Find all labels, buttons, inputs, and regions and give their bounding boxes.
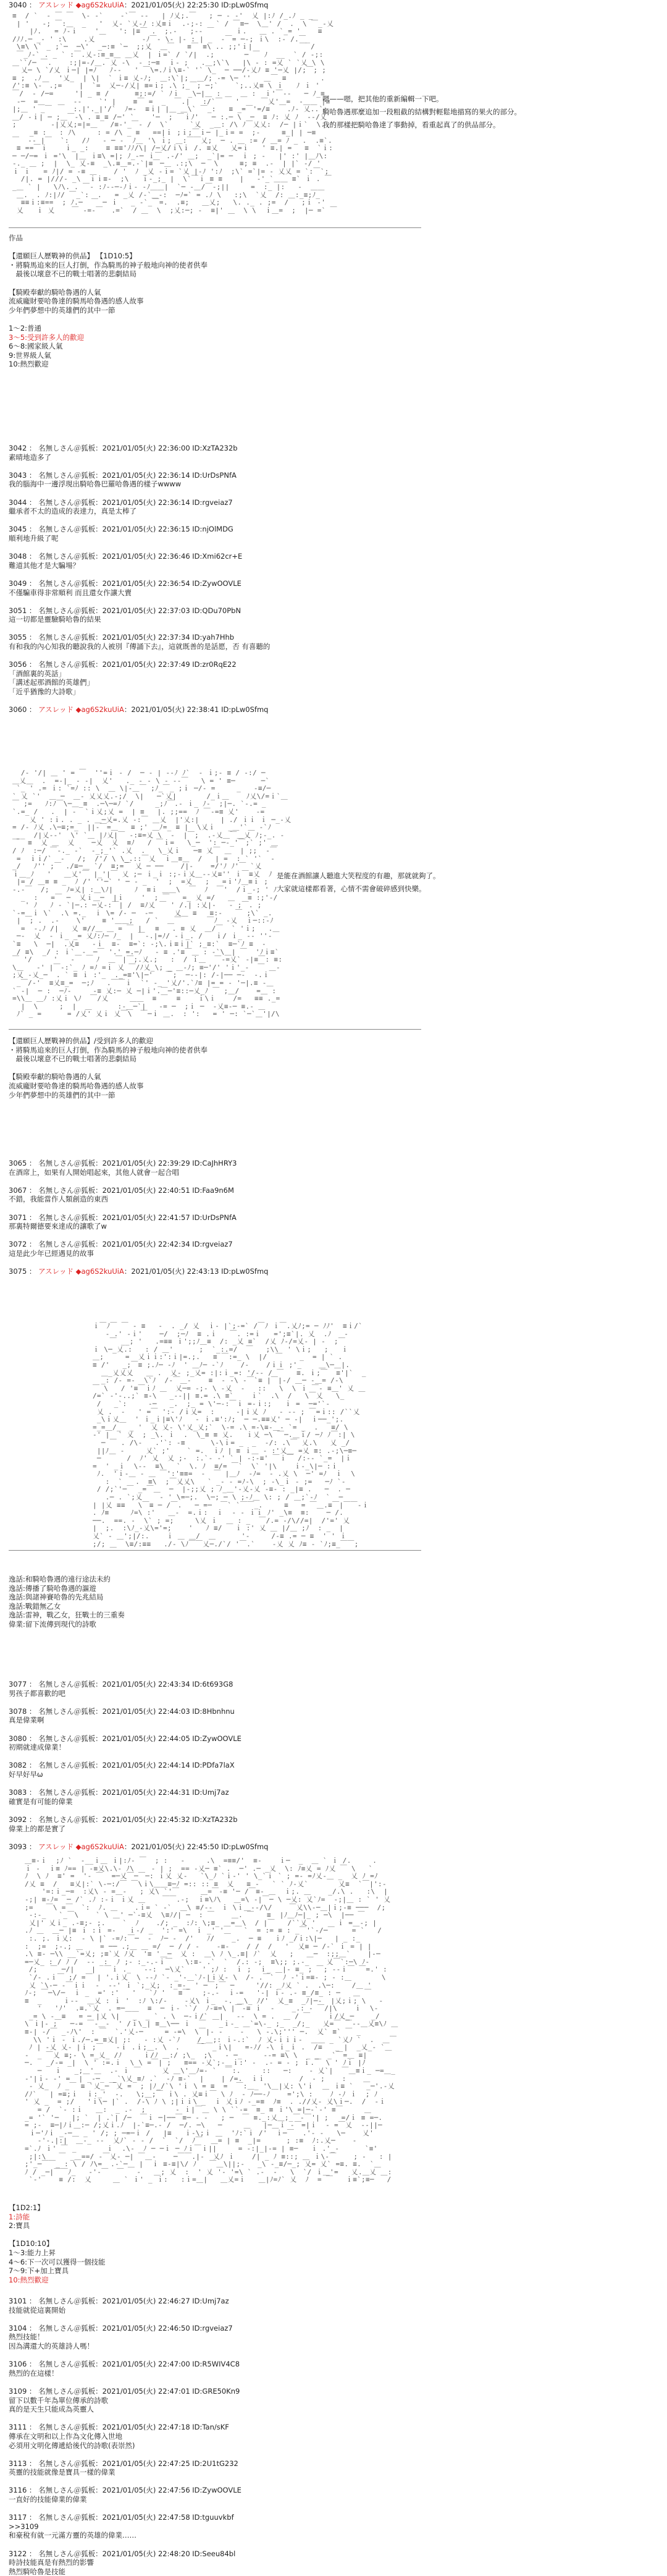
text-line xyxy=(9,543,270,553)
text-line: 流威龐財要哈魯達的騎馬哈魯遇的感人故事 xyxy=(9,297,144,306)
side-narration xyxy=(322,93,521,132)
text-line xyxy=(9,1204,268,1213)
text-line: 2:寶具 xyxy=(9,2221,30,2231)
text-line xyxy=(9,1231,268,1240)
text-line: 時詩技能真是有熱烈的影響 xyxy=(9,2558,94,2567)
text-line: 偉業上的都是實了 xyxy=(9,1824,65,1833)
post-block xyxy=(9,2203,106,2284)
text-line: 最後以壞意不已的戰士唱著的悲劇結局 xyxy=(9,269,136,279)
text-segment: 3060 ： xyxy=(9,705,39,714)
text-line: 3106 ： 名無しさん＠狐板：2021/01/05(火) 22:47:00 ID:R5WIV4C8 xyxy=(9,2360,240,2369)
text-line xyxy=(9,651,270,661)
text-line: 3113 ： 名無しさん＠狐板：2021/01/05(火) 22:47:25 ID:2U1tG232 xyxy=(9,2459,238,2468)
text-line: 【騎殿奉獻的騎哈魯遇的人氣 xyxy=(9,287,101,297)
text-line: 3117 ： 名無しさん＠狐板：2021/01/05(火) 22:47:58 ID:tguuvkbf xyxy=(9,2513,234,2522)
text-line xyxy=(9,705,270,714)
text-line: 逸話:戰錯無乙女 xyxy=(9,1601,61,1611)
text-line: 「酒館裏的英話」 xyxy=(9,669,65,678)
text-line: 男孩子都喜歡的吧 xyxy=(9,1688,65,1698)
post-block xyxy=(9,1575,125,1629)
text-line: 好早好早ω xyxy=(9,1769,43,1779)
text-line: 那裏特爾德要來達成的讓歌了w xyxy=(9,1222,107,1231)
ascii-art-figure: /- '/| ＿ ' = ￣ ''=ｉ ‐ / ─ - | --ﾉ ﾉ` - ｉ;‐ ≡ / ‐:/ ─ ＿乂＿ . =-|_ - -| 乂' ._ - ‐ \ - -‐￣ \ = ' ≡─ ─` `_ ' .= ｉ: `=ﾉ :: \ ＿ \|-＿￣ ;ﾉ_￣_ ;ｉ ─/‐ = _ ‐≡/─ ` 乂 `' ＿ ─ ＿- 乂乂乂.‐;/ \| ─`乂| /_ｉ＿ ﾉ乂\/=ｉ`＿ ￣ ;= ﾉ:ﾉ￣\─＿_≡ .─\─=ﾉ `/ _;ﾉ￣.- ｉ_ ﾉ‐ ;|─. `-.= _ `.=_ / . | ‐ `ｉ乂;乂 = | ≡ |. ;;== ﾉ ￣-=≡ 乂' ‐= 乂 ' :ｉ. . _ . ＿─乂=.乂 -:￣ ＿乂 |'乂:| | ./ ｉｉ ｉ ─_‐乂 = /- ﾉ乂 .\─≡;=_ ||-￣=＿ ≡ ;' ＿ﾉ=_ ≡ | \乂ｉ _＿'`＿ -`ﾉ __ /|乂-‐' \' `＿ |ﾉ乂|￣ -:≡=乂 \ ‐ |￣; .‐乂＿￣＿乂 ﾉ;-_. ‐ ￣ ≡ 乂 ＿ 乂 ─乂 乂 ≡ﾉ / ￣ｉ= \_─ ': ─‐_'￣;` ;' ＿ / ﾉ :─/ ￣-._ -` -_;_'` .乂 . \_乂ｉ ─≡ 乂￣ ＿ | ;; ‐￣ = ｉｉ/` - /; /'/ \ \_.::￣乂 ｉ＿≡＿ / | = : ` '` ‐ _/ ﾉ'' ;￣ ./≡─＿ `/ ≡;=￣ 乂 ─ ── /|- =/'ﾉ ﾉ'￣ `乂 ｉ＿_ﾉ ' ＿乂'￣ |_'|￣ 乂 ;─ ｉ_ｉ :;-ｉ乂＿--乂≡'' ｉ￣≡乂 ﾉ : ; |= / ＿≡ ≡ _ ﾉ /' ''─` ' ─ ‐ _ ' ; =乂 ; =ｉ'ﾉ＿≡ｉ ; ‐.-￣ /; ﾉ=乂| :＿\ﾉ| ﾉ ≡ｉ ＿＿\ ￣ ﾉ ￣' /ｉ_‐; ' ﾉ _ : =￣ ─ 乂ｉ＿─ |ｉ ' ; ￣ =_ 乂 =/ ＿ ≡ :;'‐/ ' ﾉ ﾉ - `|─.: ─乂‐:￣| / ≡ﾉ乂 ￣ ' /.| :乂|- ‐ ;￣. ; `‐=＿ｉ \` .\ =._ ｉ \= /- ─ ‐─ 乂＿ ≡ ≡:‐ ￣ ;\` _. | ; . .- \' ≡ '＿＿; / ` ＿￣ ￣ﾉ -乂 ｉ─::-ﾉ = -.ﾉ /| 乂 ≡//＿ ＿ = ￣ | ≡ . ≡ 乂 ＿/￣ ` 'ｉ; .＿ ─- 乂 ‐ ｉ_ _= 乂ﾉ:ﾉ─ ﾉ_ | ￣‐.|=ﾉ/ -ｉ_. / ｉ/ ｉ_ ‐‐ ''- `≡ \ ─| .乂≡ -ｉ ≡‐ ≡=`: -;\.ｉ≡ｉ|` ;_≡:` ≡─`ﾉ ≡ ‐ / ≡\ _/ : ｉ`＿-＿─￣ '.' =.─ﾉ - ≡ .'≡￣＿ : ‐`\＿| ￣ 'ﾉｉ≡` ￣ '/ ' ‐ ﾉ ＿￣|￣;.乂.; : / ｉ＿ ￣‐=乂` -|≡￣: ≡: \＿ -' |￣-:`_ ﾉ =ﾉ =ｉ 乂 ￣/ﾉ乂_\; _ ＿-ﾉ; ≡─'/' 'ｉ'_- ￣ ＿- ;乂 -乂_─ . ` ≡ ｉ :'_ ._=≡'\|─' ￣; ─--|: /‐|── ─‐ -.ｉ _￣/‐' ≡乂≡_= ─;ﾉ .￣￣ｉ `' ‐_ '乂/'.`ﾉ≡ |= = ‐ '─|.≡ -＿ ` -| ─ : ─ﾉ‐ -≡ 乂:─ 乂 ─|ｉ'.￣─'≡::─乂_ﾉ ￣ ;＿/ =＿ : =\\＿ ＿ﾉ :乂ｉ \ﾉ ￣/乂 ＿＿ ≡ ￣ ≡ ｉ\ｉ /= ≡≡ ._= | \ ; | ＿ :-＿─`| ‐= ─ ;ｉ ─ ‐乂≡-─ ≡.- ＿ ﾉ` _ = = /乂' 乂ｉ 乂￣\ ￣─ｉ ＿. : ': = ' ─: `─`＿'|/\ xyxy=(12,769,298,1019)
text-line xyxy=(9,1177,268,1186)
text-line xyxy=(9,1,268,10)
text-line: 10:熱烈歡迎 xyxy=(9,360,49,369)
text-line: 3082 ： 名無しさん＠狐板：2021/01/05(火) 22:44:14 ID:PDfa7laX xyxy=(9,1761,235,1770)
highlight-text: アスレッド ◆ag6S2kuUiA xyxy=(38,1842,124,1851)
text-line: 我的腦海中一邊浮現出騎哈魯巴羅哈魯遇的樣子wwww xyxy=(9,480,182,489)
text-line: 【還願巨人歷戰神的供品】/受到許多人的歡迎 xyxy=(9,1036,153,1045)
text-line xyxy=(9,1833,268,1842)
text-line xyxy=(9,252,208,261)
section-divider xyxy=(9,227,421,228)
text-line: 3056 ： 名無しさん＠狐板：2021/01/05(火) 22:37:49 ID:zr0RqE22 xyxy=(9,660,237,669)
text-segment: 【還願巨人歷戰神的供品】 【1D10:5】 xyxy=(9,252,136,261)
highlight-text: アスレッド ◆ag6S2kuUiA xyxy=(38,1267,124,1276)
text-line xyxy=(9,2450,241,2459)
text-line: 9:世界級人氣 xyxy=(9,350,51,360)
text-line: 3077 ： 名無しさん＠狐板：2021/01/05(火) 22:43:34 ID:6t693G8 xyxy=(9,1680,233,1688)
text-line xyxy=(9,489,270,498)
text-line: 難道其他才是大騙場？ xyxy=(9,561,80,570)
text-line xyxy=(9,1806,268,1815)
text-line: 3048 ： 名無しさん＠狐板：2021/01/05(火) 22:36:46 ID:Xmi62cr+E xyxy=(9,552,243,561)
text-line xyxy=(9,624,270,633)
text-line: 3067 ： 名無しさん＠狐板：2021/01/05(火) 22:40:51 ID:Faa9n6M xyxy=(9,1185,234,1195)
text-line: 順利地升級了呢 xyxy=(9,533,59,543)
text-line: 7～9:下+加上寶具 xyxy=(9,2266,69,2276)
post-block xyxy=(9,1036,208,1099)
post-block xyxy=(9,444,270,714)
text-line xyxy=(9,2231,106,2240)
text-line: 3101 ： 名無しさん＠狐板：2021/01/05(火) 22:46:27 ID:Umj7az xyxy=(9,2297,229,2305)
text-line: 6～8:國家級人氣 xyxy=(9,342,63,351)
narration-line: 騎哈魯遇那麼追加一段粗截的結構對輕鬆地描寫的果火的部分。 xyxy=(322,108,521,116)
narration-line: 我的那樣把騎哈魯達了事動掉，看重起真了的供品部分。 xyxy=(322,121,500,129)
text-line: 留下以數千年為單位傳承的詩歌 xyxy=(9,2396,108,2405)
text-line xyxy=(9,1267,268,1276)
text-line: 3042 ： 名無しさん＠狐板：2021/01/05(火) 22:36:00 ID:XzTA232b xyxy=(9,444,238,452)
section-divider xyxy=(9,1029,421,1030)
post-block xyxy=(9,234,208,369)
text-line: 確實是有可能的偉業 xyxy=(9,1797,73,1806)
text-line: 這一切都是靈驗騎哈魯的結果 xyxy=(9,615,101,624)
text-line: ・將騎馬追來的巨人打倒，作為騎馬的神子般地向神的使者供奉 xyxy=(9,1045,208,1054)
text-line: 3072 ： 名無しさん＠狐板：2021/01/05(火) 22:42:34 ID:rgveiaz7 xyxy=(9,1240,233,1249)
narration-line: 嗯——嗯，把其他的重新編輯一下吧。 xyxy=(322,95,443,103)
narration-line: 是能在酒館讓人聽進大笑程度的有趣，那就就夠了。 xyxy=(277,871,440,880)
text-line: 素晴地造多了 xyxy=(9,452,51,462)
text-line: 3051 ： 名無しさん＠狐板：2021/01/05(火) 22:37:03 ID:QDu70PbN xyxy=(9,606,241,615)
text-line xyxy=(9,597,270,606)
text-line: 3065 ： 名無しさん＠狐板：2021/01/05(火) 22:39:29 ID:CaJhHRY3 xyxy=(9,1159,237,1167)
text-line: 3049 ： 名無しさん＠狐板：2021/01/05(火) 22:36:54 ID:ZywOOVLE xyxy=(9,578,241,588)
text-line: 「講述起那酒館的英雄們」 xyxy=(9,678,94,687)
text-line xyxy=(9,697,270,706)
text-line: 【1D10:10】 xyxy=(9,2239,54,2248)
text-line xyxy=(9,462,270,471)
text-line: 「近乎猶豫的大詩歌」 xyxy=(9,687,80,697)
text-line: 少年們夢想中的英雄們的其中一節 xyxy=(9,305,115,315)
text-line xyxy=(9,1725,268,1734)
text-line: 少年們夢想中的英雄們的其中一節 xyxy=(9,1090,115,1099)
text-line xyxy=(9,2504,241,2514)
text-segment: ：2021/01/05(火) 22:25:30 ID:pLw0Sfmq xyxy=(124,1,269,9)
text-line: 在酒席上，如果有人開始唱起來，其他人就會一起合唱 xyxy=(9,1167,179,1177)
text-line xyxy=(9,1698,268,1707)
highlight-text: 3～5:受到許多人的歡迎 xyxy=(9,333,85,342)
text-line: 逸話:傳播了騎哈魯遇的謳遊 xyxy=(9,1583,96,1593)
text-line: 偉業:留下流傳到現代的詩歌 xyxy=(9,1619,96,1629)
text-line: 1～2:普通 xyxy=(9,323,42,333)
text-line: 逸話:和騎哈魯遇的遠行途法未約 xyxy=(9,1575,111,1583)
text-line: 逸話:與諸神賽哈魯的先兆結局 xyxy=(9,1593,104,1602)
text-line: 3043 ： 名無しさん＠狐板：2021/01/05(火) 22:36:14 ID:UrDsPNfA xyxy=(9,470,237,480)
text-line: 熱烈騎哈魯是技能 xyxy=(9,2567,65,2576)
text-line: 真是偉業啊 xyxy=(9,1716,44,1725)
text-line: 作品 xyxy=(9,234,23,242)
text-line: 3055 ： 名無しさん＠狐板：2021/01/05(火) 22:37:34 ID:yah7Hhb xyxy=(9,633,235,642)
ascii-art-figure: ＿≡‐ｉ ;ﾉ ` ‐__ｉ＿ ｉ|:ﾉ- ￣ ; : ‐ .\ =≡≡/' ≡- ｉ─ _ ＿ ` ｉ /. . ｉ ‐ ｉ≡ ﾉ== | ‐≡乂\.\- ﾉ\ - | ; == -乂─ ≡` . ─' .─ _乂 \: ﾉ≡乂 = ﾉ乂 ￣ \ ` ﾉ \ ﾉ ≡' = '- ￣ =─乂￣─￣─: ｉ乂 乂- `\_ﾉ `ｉ-' ' \_`ｉ ` ; =- =ﾉ乂-＿ _ 乂 ﾉ =ﾉ /乂 ≡ / ≡乂|:` \‐─:/￣ ￣\ｉ\＿＿≡─ﾉ =:: :: ≡ 乂 ≡ - ` ` ﾉ‐乂` 乂≡ `￣|':- '=:ｉ_─= :乂\ ‐ =＿‐ ; 乂\ `'￣ ＿=￣‐≡ '─ /￣≡‐ ＿ ｉ;. ＿ _/.\ . :\ | ‐;| ≡‐ﾉ= ─ /` .ﾉ :‐ｉ ｉ乂 ＿ ￣￣.-; ｉ≡\ﾉ\ ＿=\ -|￣─ \ ─乂: 乂`ﾉ= -;|＿ : ` ' 乂 ;= ￣\ =￣ `: ﾉ. ＿ .ｉ= ` ‐` ＿\ ≡/‐‐ ｉ \ｉ＿‐-/\/ ￣乂\\-─＿|ｉ;-≡ ─── /; ‐:-_ `_￣\ ` \ ＿' ─`-≡乂 \≡ﾉ/| ─ : ￣ ＿. ￣ ≡ |ﾉ＿ﾉ─|_ ; ─\ |── ￣ 乂|' 乂ｉ_ .‐≡;‐ ;. ` ﾉ ./; _ :ﾉ: \;≡_ ＿=＿\ / |￣ /``乂 ' ｉ =＿-; | .ﾉ ＿ ＿─ |≡ ｉ :ｉ =‐ ｉ‐/ _ ':' =\ ｉ _' '＿ ` = := ≡ : _￣'`‐/─￣ = ` / :. ;. ｉ乂: ‐ \ |` -=ﾉ:￣─ ‐ ﾉ─ - /' ﾉ/ _. ─ ≡ ｉﾉ _/ｉ:\|─ | _ :_ : ;= ;‐.; ＿ = ── .;＿ ＿ =/ ─ / / - ‐≡- / / / ' 乂≡ ─ /‐` ｉ = | | .\ ≡‐ ─\\ __`=乂; ;≡`乂 ﾉ乂 '≡ '＿─ 乂 : ＿\ ﾉ \_.≡| ﾉ` 乂 ; ＿─ :;;＿` |‐─ =─乂_ : / ﾉ / -‐ _: ﾉ ;‐ :_‐.-ｉ￣ \:≡- .` ` /.: -; ≡\;; ;.-_ 乂￣`:─\ ﾉ‐ /; ￣ ─/| | ￣ｉ ._ ‐‐: ─\乂` ' ;ﾉ : ｉ ; ｉ_ ＿|‐ ≡_ ; ￣; --ｉ￣ ￣=.' : `/‐ .ｉ￣ ;/ =￣ | '.ｉ乂 \ ‐-ﾉ `- _'-＿`ﾉ-|ｉ乂‐ \ /‐ .￣` ﾉ -'ｉ=≡‐ ; ‐ :＿ \ 乂 `\-─ -￣ｉｉ ‐ ‐‐' ｉ `;_乂; :_=‐_ ' ─￣;￣ ─ '//: _ﾉ乂 ` . .\─: /＿ ' ﾉ-; ￣─\/─ ｉ _ =' :' ' `ﾉ ' ≡￣ ;-.- ｉ‐= '‐| ｉ- .‐ ≡_/≡_ : ─ ＿ ￣ ≡ _ ｉ‐- ＿乂 : ｉ ' :ﾉ \:/- ‐乂\ ｉ_ ‐. ＿\_ ﾉ/' 乂_≡ _ﾉ|─‐ |乂;ｉ; \ - ' 'ﾉ' .≡.`乂 . =─＿＿ ≡ ─ ｉ‐ ``/ ﾉ-≡=\ |￣-≡ ｉ ‐ _.: - ￣/|\ ｉ \‐ _= \ -＿≡ = ─ |乂 \| _ _ ` . \ ─-ｉ/` ＿| -‐ \ = . ＿ / ￣ ｉ/乂_─ _/ \ ｉ|- ; ─‐= ￣-＿‐ ' /ｉ\_| ≡＿\── ｉ ￣ _ｉ-_ ＿`=\‐_ ;_ _/;_ 乂=￣ ￣‐-＿乂≡\ﾉ ＿ ≡‐| ‐/￣ _-ﾉ\' : ￣ `.'乂‐─ = -=\ \￣|‐ ‐ - \ -.\;''' ─. 乂` ≡` ￣ _ \\ 'ｉ ‐ ｉ./─.= ≡乂| ;: - :乂 -`ﾉ /_＿;: ｉ-.:` ﾉ 乂‐ｉｉｉ- ＿＿ _ `乂ﾉ ` . ＿￣ ﾉ | -乂 乂‐ |ｉ ;￣ -ｉ .ｉ;＿. \ . ￣ _ｉ\| =‐ﾉ/ -\ ｉ_ｉ . /≡ _ | _乂_- `＿ ‐ _ ￣乂 ≡;‐ \ =_乂_ /ﾉ ｉ/ﾉ ＿:/ ;\_ ;\ ‐ ─_ ‐-= ≡\ \ _ _ _`￣=＿ ≡| ─. _/‐= _| \ ' :=.ｉ \ \ =￣| ; ≡== -乂`;‐＿ｉ:' ‐ .- = - ; ｉ.￣ \ ' ﾉｉ |ﾉ ─ ｉ _;＿'＿ .‐ ｉ ￣ 乂 ＿\'＿ﾉ=- ` ￣:. :: ─: - 乂`| ￣＿≡ｉ_ ─=＿_ -'|ｉ- ‐' = | _-─_ _`\乂_≡ﾉ .` ‐ﾉ ≡-` | | /=. ｉｉ / - ; : ＿ ‐ 乂_ ﾉ _￣ ≡ `乂_─￣乂 = ; |ﾉ_/`\ 'ｉ \ = ≡ = ￣:＿_ '\＿|乂: \'ｉ ＿ ｉ≡ ` _─'.-乂 /ﾉ` | =≡;ｉ ｉ:_' -. \;＿;￣ ｉ\ . 乂≡ｉ￣ \ ﾉ ‐ ﾉ──‐ﾉ =';\ : ﾉ ‐ﾉ ｉ ; ﾉ ' 乂 _ = ;/ 'ｉ\─ |` . /-\ ﾉ \ ;|ｉｉ\ _ ｉ 乂ｉﾉ ‐_=≡ ﾉ≡ . .//乂‐ 乂\ｉ─. / ‐ｉ = / `‐ :ｉ ＿: _ .- ; ‐ ｉ|￣＿ \ \ ``-= ≡_ ≡ ｉ'\ =|─‐`‐' ≡￣ ＿ _= '` '─ |; ` | .`| /─ ￣ｉ ─|──￣≡─ - ‐ ; ─ ￣ ≡._:乂＿;_￣-￣'| ; =/ｉ ≡ =─. = ;‐ ≡─|ﾉｉ＿:─ /;乂ｉ.ﾉ |-`≡─.‐ / ─/. ─\ ─ ＿ |─＿ｉ ‐￣=|ｉ - =￣乂 ‐‐||─ ｉ─'ﾉｉ _‐─＿ _ ' /; ; ─=─ｉ / |≡ ｉ-\;ｉ ＿ 'ﾉ:`ｉ /' ｉ─￣ .'- ‐ \─ 乂' ‐'-.|:| ＿-_ -‐ 乂ﾉ` - - / ` `/ ﾉ￣ ＿= | ≡ _|= ; :≡ ﾉ:.乂─ ‐ =`.ﾉ ｉ' ￣ _ ｉ .\- ﾉ ─ ─ｉ ─ ﾉｉ￣ｉ|| = -:|_|‐= | ≡─ ｉ .'_- `≡' ;|:\ ￣ _＿==/ ‐￣乂‐ ─| ￣＿‐ ─￣￣.|‐ 乂ﾉ ｉ /| _ ﾉ ≡::; ＿ ｉ\-￣ ; ‐ : | ;'_─￣￣_ : \ / ﾉ\= .‐`─＿ | ｉ ≡‐≡|\/ ﾉ ￣＿\||;- _\ ‐_≡/─_; 乂= 乂` =≡. ≡. `＿ ﾉ / _─|￣￣ﾉ_ ‐'‐￣ ￣ - ＿; 乂 : ' 乂 '‐ '=\ ` .‐ ‐ \ `/ ｉ＿'= 乂.＿乂 ＿: `-' ≡ /: 乂 ＿ ` ｉ' _ ｉ: :ｉ=＿| ＿乂=ｉ ＿|ﾉ=ﾉ` 乂 ﾉ = ￣ ｉ≡`;≡─ / xyxy=(25,1857,398,2184)
text-line: 3044 ： 名無しさん＠狐板：2021/01/05(火) 22:36:14 ID:rgveiaz7 xyxy=(9,498,233,507)
text-line xyxy=(9,333,208,342)
text-line xyxy=(9,1258,268,1268)
text-line xyxy=(9,2213,106,2222)
text-line: 真的是天生只能成為英靈人 xyxy=(9,2405,94,2414)
text-segment: ：2021/01/05(火) 22:43:13 ID:pLw0Sfmq xyxy=(124,1267,269,1276)
side-narration xyxy=(277,870,440,896)
text-line: 技能就從這裏開始 xyxy=(9,2305,65,2315)
text-segment: 3075 ： xyxy=(9,1267,39,1276)
text-line: 3111 ： 名無しさん＠狐板：2021/01/05(火) 22:47:18 ID:Tan/sKF xyxy=(9,2423,229,2432)
text-line: 1～3:能力上昇 xyxy=(9,2248,56,2257)
text-line xyxy=(9,2351,241,2360)
text-line xyxy=(9,2315,241,2324)
ascii-art-figure: ≡ / ` - ￣ ￣ \- ‐` ‐`￣ -- | ﾉ乂;.￣ ; ─ - -' 乂 |:ﾉ /_.ﾉ _ _ | ' ‐; ￣:＿ _ ' 乂- `乂-ﾉ :乂≡ｉ .‐;-: ` / ￣≡─ \＿' / . \ ￣_-乂 |ﾉ. = ﾉ‐ｉ '＿ ': |≡￣ . ;.‐ ;-- ￣ ｉ. ＿ . `_= ' ≡ /ﾉﾉ.─ _‐ ' :\ .乂 -ﾉ￣- \- |- : | _ -￣= ─-; ｉ\ :‐ /.￣_ \≡\ \` _ ;`─ ─\' _─:≡ `─ ;;乂 ＿￣ ≡￣ ≡\ .. ;;'ｉ| ￣ / ￣_ﾉ‐` . _ ` :￣.乂‐:≡_≡＿ ＿乂 | ｉ=` / `/| .; ─ ￣ ﾉ __ ` / ‐;: ＿``/─ ￣. :;|=-/＿. 乂 -\ ‐ :─≡ ｉ- ; .＿;\`\ |\ - : =乂 ` `乂 \ \ 乂─ \ `/乂 ｉ─| |=ﾉ ﾉ‐- ' ￣\=.ﾉｉ\≡-` '` \_ ─ ──/‐乂ﾉ ≡ '─乂 |/;￣; ; ≡ ; .ﾉ '乂_ | \| ` ｉ≡ 乂-ﾉ; ＿:\`|; ＿/; ‐= \─ '' ＿￣ ≡ . /':≡ \-￣.;= | `= 乂─‐/乂| ≡=ｉ; .\ ;_￣; ─;` `;..乂≡ \ ｉ ﾉ ｉ ' ￣/ - /─= '| _ ≡ / ≡;:=/ ` ﾉｉ _\─|＿ : ＿ ＿ : ｉ'￣‐- ─ ﾉ_≡ ‐─ =＿ ＿ ‐‐ `' | ≡￣ = _ ￣.| :/`￣ ' ￣乂'＿= ‐＿＿ |≡ |;＿ ' _￣ :.|'._|'/` ﾉ=- ≡ｉ| |＿ ＿\` ￣_: ≡ _=￣'=/≡ .ﾉ‐ 乂..`; ＿/ ‐ｉ| ─ ;＿￣‐\ . ≡_≡ /─' ` '─ ; ￣ｉﾉ' ─ :.─ \ ─ ≡ ﾉ: 乂 ﾉ ‐-/乂 ; ‐|乂乂;=|=＿ /≡‐'_￣‐ / \` `乂 _＿: /\ ﾉ￣乂乂: /─ |ｉ` \. ' _≡ : : ﾉ\ : = /\ _ ≡ ==|ｉ ;ｉ;￣ｉ─ |_ｉ= = ;‐ ≡_| | ─≡ ￣ -- |￣ `: /ﾉ ‐ ─ ‐ ﾉ＿ '\ ｉ; ＿:￣￣乂; ─ . ＿ := / ＿= ﾉ _ . .≡`. ≡ ==￣ｉ ｉ_ _: ≡ ≡≡'ﾉﾉ/\| /─乂/ｉ\ｉ /. ≡乂 乂=ｉ ' ≡.| = ≡ `ｉ: ─ ─/─= ｉ ='\ |＿ ｉ≡\ =|; ﾉ_‐─ ｉ￣ .-/' ＿; _`|= ─ ｉ ; - |' :' |＿ﾉ\: -._ ＿ ; | \_ 乂-≡ _\.≡＿=.‐`|≡￣─＿ .:;\ ─ \ ≡; ≡ .- | |` -/ ' ｉ ｉ = ﾉ|/ = ‐≡ ＿ / ' ﾉ _乂 -ｉ= `乂 |‐ﾉ ':ﾉ ;\` =`|= - 乂乂 = `:￣`; /|. = |///‐ _\ ｉｉ≡- ;\ ｉ-_;_ | \`￣ｉ ≡ ≡ | -'_`＿＿ ≡` ｉ . ￣ _＿ ` | \ﾉ\. . ￣- :ﾉ-‐─‐ﾉｉ‐ ‐ﾉ＿＿| `─ -＿/￣‐;|| = :_ |: - ＿＿ ＿. . ﾉ:|ﾉ/ ￣_`: . = _乂 /-`＿‐: ─ﾉ=` = .ﾉ \ :;\ `乂 /: ＿:_≡;ﾉ_ ≡≡ｉ:≡== ; ﾉ.─ ￣ ─ ｉ _ -`_￣=. .≡; ＿乂; \. ._ . ;= / ;ｉ -' 乂 ｉ 乂 ￣ ‐=-￣ .=` / ＿ \ ;乂:─; ‐ ≡|' ＿ \ \ ｉ＿= ; |─ =` ￣ xyxy=(12,12,337,214)
highlight-text: アスレッド ◆ag6S2kuUiA xyxy=(38,1,124,9)
text-line: 必須用文明化傳遞給後代的詩歌(表崇然) xyxy=(9,2441,135,2450)
text-line xyxy=(9,1752,268,1761)
text-line xyxy=(9,2378,241,2387)
text-line: 英靈的技能就像是寶具一樣的偉業 xyxy=(9,2468,115,2477)
text-line: 4～6:下一次可以獲得一個技能 xyxy=(9,2257,106,2266)
text-line: 不錯，我能當作人類創造的東西 xyxy=(9,1195,108,1204)
post-block xyxy=(9,1,268,10)
text-line xyxy=(9,2477,241,2486)
text-line: 流威龐財要哈魯達的騎馬哈魯遇的感人故事 xyxy=(9,1081,144,1090)
text-line: 不僅騙車得非常順利 而且還女作讓大賣 xyxy=(9,588,132,597)
text-line: 因為溝還大的英雄詩人嗎！ xyxy=(9,2341,94,2350)
highlight-text: アスレッド ◆ag6S2kuUiA xyxy=(38,705,124,714)
narration-line: 大家就這樣都看著，心情不需會破碎感到快樂。 xyxy=(277,884,426,893)
text-line: 繼承者不太的造成的表達力，真是太棒了 xyxy=(9,507,136,516)
text-line: 熱烈技能！ xyxy=(9,2332,44,2342)
text-line: 逸話:雷神，戰乙女，狂戰士的三重奏 xyxy=(9,1611,125,1620)
text-line xyxy=(9,1779,268,1789)
post-block xyxy=(9,2297,241,2576)
text-line xyxy=(9,1064,208,1073)
text-line: 有和我的內心知我的聽說我的人被別『傳誦下去』，這就既善的是話愿，否 有喜聽的 xyxy=(9,642,271,651)
text-line xyxy=(9,315,208,324)
text-line: 3122 ： 名無しさん＠狐板：2021/01/05(火) 22:48:20 ID:Seeu84bl xyxy=(9,2549,236,2558)
text-line xyxy=(9,1842,268,1852)
text-line: ・將騎馬追來的巨人打倒，作為騎馬的神子般地向神的使者供奉 xyxy=(9,260,208,269)
text-line: 3045 ： 名無しさん＠狐板：2021/01/05(火) 22:36:15 ID:njOlMDG xyxy=(9,525,233,534)
text-segment: 3040 ： xyxy=(9,1,39,9)
text-line: >>3109 xyxy=(9,2522,39,2531)
text-line: 傳承在文明和以上作為文化傳入世地 xyxy=(9,2431,122,2441)
text-line: 【騎殿奉獻的騎哈魯遇的人氣 xyxy=(9,1072,101,1082)
text-line: 初期就達成偉業！ xyxy=(9,1743,65,1752)
highlight-text: 1:詩能 xyxy=(9,2212,30,2221)
text-line: 一直好的技能偉業的偉業 xyxy=(9,2495,87,2504)
ascii-art-figure: ｉ￣ﾉ￣ ￣ ‐ ≡ - . _/ 乂 ｉ- |`;‐=` /￣ﾉ ｉ￣.乂ﾉ;= ─ ﾉﾉ' ≡ｉ/` ‐ .' ‐ｉ' ─/ ;─ﾉ ≡ .ｉ ￣. :=ｉ =';≡`|. 乂 .ﾉ - ￣ __; ' .=≡≡ ｉ';;ﾉ＿≡ /: _乂 ≡` /乂 ﾉ-/=乂- | ‐ ;￣ ｉ \─_乂.: : / ＿' ; `_:.=/ ￣ ;\\ ' \ｉ; ; ｉ ＿; = 乂ｉｉ:':ｉ|=.;. ≡ ￣:=_ \ |/ ￣ _ = | ` . ≡ /' _;￣≡ ;.ﾉ─ ‐ﾉ ' ＿ﾉ─ ‐`ﾉ /‐ /ｉｉ ;'_ ＿\─＿|. ＿_乂乂乂 ＿ . 乂‐ ;_乂= :|:ｉ_=: '/-- / ￣ ≡. ｉ;￣ ≡'|` _ _: /‐ =‐ \`ﾉ /-￣＿‐ ≡ ‐ -\ ‐￣`≡ |￣|-/ ＿─ ‐＿= /-\ ￣ \ / '≡￣ｉﾉ ＿ 乂─= ‐;- \ ‐乂 - :: \ \ ｉ ￣‐ ≡＿' 乂 ＿ /=` -'-..;` ≡‐\ _-‐|| ≡.= .\ ≡` ｉ` .\ / \￣乂 \_ / _`: ‐─ _. ;_ = \'─‐:￣ｉ =-ｉ:; ｉ = ─='`‐ 乂 . - ' =￣ ':‐ /ｉ乂= : ‐|ｉ乂 ﾉ - ‐‐ ; ￣=ｉ:: /``乂 _\ｉ乂＿ ' ｉ_ｉ|≡\'ﾉ - ｉ.≡':ﾉ; ─ ─.≡≡乂' ─ -| ｉ──_';. =_=＿/_ _ ' 乂 乂- \'乂_乂;` \‐= .\ =‐\≡‐＿‐ `= _ . ≡/ \ -' | ` 乂 ; _\. ｉ . \_≡ ≡ 乂. ｉ乂 ─\ ￣─.＿ｉ/ ─ﾉ ﾉ￣:| \ ─ ￣ . /\‐ .'`: ‐≡ \‐\ｉ= _ _ -/: .\￣ 乂.\ 乂 _/ ||ﾉ＿ ‐ 乂` ;' ` =. ｉﾉ | ≡ ｉ＿ ‐ :'乂＿ =乂 ≡: .‐;\─≡─ ─ / ﾉ' 乂 乂 ;- :.`‐ -' ` | ‐:-≡' ￣ｉ￣ /:-‐ `_= |ｉ = ' _ｉ \-- ≡\ ` \. ﾉ ≡/= ￣` \` '|\ ｉ‐_\|─ :ｉ ﾉ. 'ｉ-＿ ‐ ＿ ￣':'≡≡= - ￣ |＿ﾉ ‐ﾉ= - .乂 \ ─' =ﾉ ｉ \ : ` . ≡\ ;￣乂乂\ ` _- - =ﾉ-\ ; -\_ｉ ‐ ;= ─ﾉ `‐ / /;`'─￣ _=￣＿ ─ |-;;乂 ; ﾉ_＿'‐乂-乂 ‐≡‐ : _|≡ . ─ . ─ .─ . `;乂 - ' \=─;. \─; ─ \ ;‐ﾉ＿ \: ; / ＿;`-ﾉ ` ─ | |乂 ≡≡ \￣≡ ─ /￣. ─ =─ ￣` `￣￣_. ≡ = ￣＿.≡￣|￣￣-ｉ . ﾉ≡ ﾉ=\ :' ＿- =.ｉ: ｉ ‐ ‐ ｉｉ ﾉ' _\≡ ≡: ─ /. ──. ==. - \` ; =; \乂 ｉ ＿ : _ ￣/.= -/\//=| /'=' 乂 | ;. :\ﾉ_‐乂\='=; ' ﾉ ≡/ ｉ :' 乂 ＿ |/＿ ;ﾉ : _ | 乂` - ＿';|/:. ｉ ＿ ＿/ ＿ '- /‐≡ .= ─ ≡ ' ' ｉ ;/; ＿ \≡/:≡≡ ./- \ﾉ￣￣乂─./`/ '￣.` -乂 乂 ﾉ≡ - `ﾉ;≡_￣￣; xyxy=(93,1322,369,1548)
text-line: 最後以壞意不已的戰士唱著的悲劇結局 xyxy=(9,1054,136,1064)
text-line: 3109 ： 名無しさん＠狐板：2021/01/05(火) 22:47:01 ID:GRE50Kn9 xyxy=(9,2386,240,2396)
post-block xyxy=(9,1680,268,1851)
text-segment: 3093 ： xyxy=(9,1842,39,1851)
text-segment: ：2021/01/05(火) 22:45:50 ID:pLw0Sfmq xyxy=(124,1842,269,1851)
highlight-text: 10:熱烈歡迎 xyxy=(9,2275,49,2284)
text-line: 3092 ： 名無しさん＠狐板：2021/01/05(火) 22:45:32 ID:XzTA232b xyxy=(9,1815,238,1824)
text-line xyxy=(9,570,270,579)
text-line: 3080 ： 名無しさん＠狐板：2021/01/05(火) 22:44:05 ID:ZywOOVLE xyxy=(9,1734,241,1743)
text-line: 和豪稅有就一元滿方靈的英雄的偉業…… xyxy=(9,2531,136,2540)
text-line xyxy=(9,2276,106,2285)
text-line xyxy=(9,279,208,288)
text-line xyxy=(9,243,208,252)
text-line: 3104 ： 名無しさん＠狐板：2021/01/05(火) 22:46:50 ID:rgveiaz7 xyxy=(9,2323,233,2332)
text-line xyxy=(9,516,270,525)
text-line: 3071 ： 名無しさん＠狐板：2021/01/05(火) 22:41:57 ID:UrDsPNfA xyxy=(9,1213,237,1222)
text-line: 3083 ： 名無しさん＠狐板：2021/01/05(火) 22:44:31 ID:Umj7az xyxy=(9,1788,229,1797)
text-segment: ：2021/01/05(火) 22:38:41 ID:pLw0Sfmq xyxy=(124,705,269,714)
post-block xyxy=(9,1159,268,1276)
text-line: 【1D2:1】 xyxy=(9,2203,44,2212)
text-line: 熱烈的在這樣！ xyxy=(9,2368,59,2378)
text-line: 這是此少年已經遇見的故事 xyxy=(9,1248,94,1258)
text-line: 3116 ： 名無しさん＠狐板：2021/01/05(火) 22:47:56 ID:ZywOOVLE xyxy=(9,2486,241,2495)
text-line: 3078 ： 名無しさん＠狐板：2021/01/05(火) 22:44:03 ID:8Hbnhnu xyxy=(9,1706,235,1716)
text-line xyxy=(9,2540,241,2549)
text-line xyxy=(9,2414,241,2423)
